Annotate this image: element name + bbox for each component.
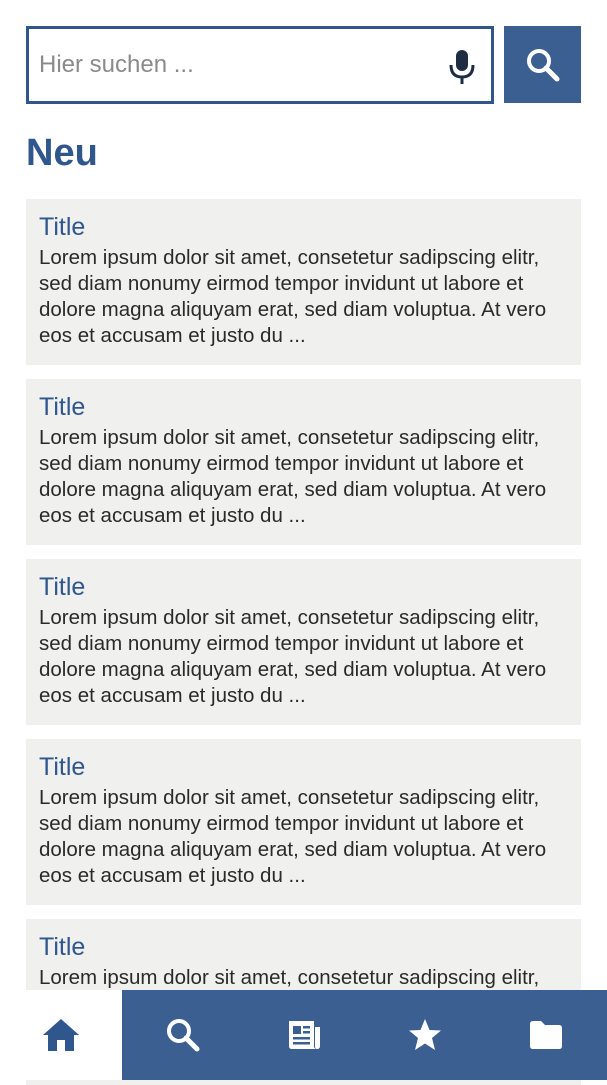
article-title: Title <box>39 573 86 601</box>
search-icon <box>165 1017 201 1053</box>
article-list <box>26 199 581 989</box>
article-excerpt: Lorem ipsum dolor sit amet, consetetur sadipscing elitr, sed diam nonumy eirmod tempor invidunt ut labore et dolore magna aliquyam erat, sed diam voluptua. At vero eos et accusam et justo du ... <box>39 786 547 887</box>
section-title: Neu <box>26 132 98 174</box>
home-icon <box>41 1017 81 1053</box>
search-icon <box>525 47 561 83</box>
news-icon <box>286 1019 322 1051</box>
article-excerpt: Lorem ipsum dolor sit amet, consetetur sadipscing elitr, sed diam nonumy eirmod tempor invidunt ut labore et dolore magna aliquyam erat, sed diam voluptua. At vero eos et accusam et justo du ... <box>39 246 547 347</box>
search-input[interactable] <box>39 29 429 101</box>
star-icon <box>407 1018 443 1052</box>
article-title: Title <box>39 213 86 241</box>
article-title: Title <box>39 393 86 421</box>
nav-item-news[interactable] <box>274 1005 334 1065</box>
nav-item-home[interactable] <box>0 990 122 1080</box>
article-card[interactable] <box>26 739 581 905</box>
search-box[interactable] <box>26 26 494 104</box>
article-card[interactable] <box>26 379 581 545</box>
article-title: Title <box>39 933 86 961</box>
nav-item-folder[interactable] <box>516 1005 576 1065</box>
nav-bar <box>122 990 607 1080</box>
article-excerpt: Lorem ipsum dolor sit amet, consetetur sadipscing elitr, sed diam nonumy eirmod tempor invidunt ut labore et dolore magna aliquyam erat, sed diam voluptua. At vero eos et accusam et justo du ... <box>39 606 547 707</box>
microphone-icon[interactable] <box>447 49 477 85</box>
nav-item-search[interactable] <box>153 1005 213 1065</box>
article-card[interactable] <box>26 199 581 365</box>
article-excerpt: Lorem ipsum dolor sit amet, consetetur sadipscing elitr, sed diam nonumy eirmod tempor invidunt ut labore et dolore magna aliquyam erat, sed diam voluptua. At vero eos et accusam et justo du ... <box>39 426 547 527</box>
article-title: Title <box>39 753 86 781</box>
search-button[interactable] <box>504 26 581 103</box>
nav-item-favorites[interactable] <box>395 1005 455 1065</box>
article-excerpt: Lorem ipsum dolor sit amet, consetetur sadipscing elitr, <box>39 966 540 989</box>
bottom-navigation <box>0 990 607 1080</box>
article-card[interactable] <box>26 559 581 725</box>
folder-icon <box>528 1020 564 1050</box>
